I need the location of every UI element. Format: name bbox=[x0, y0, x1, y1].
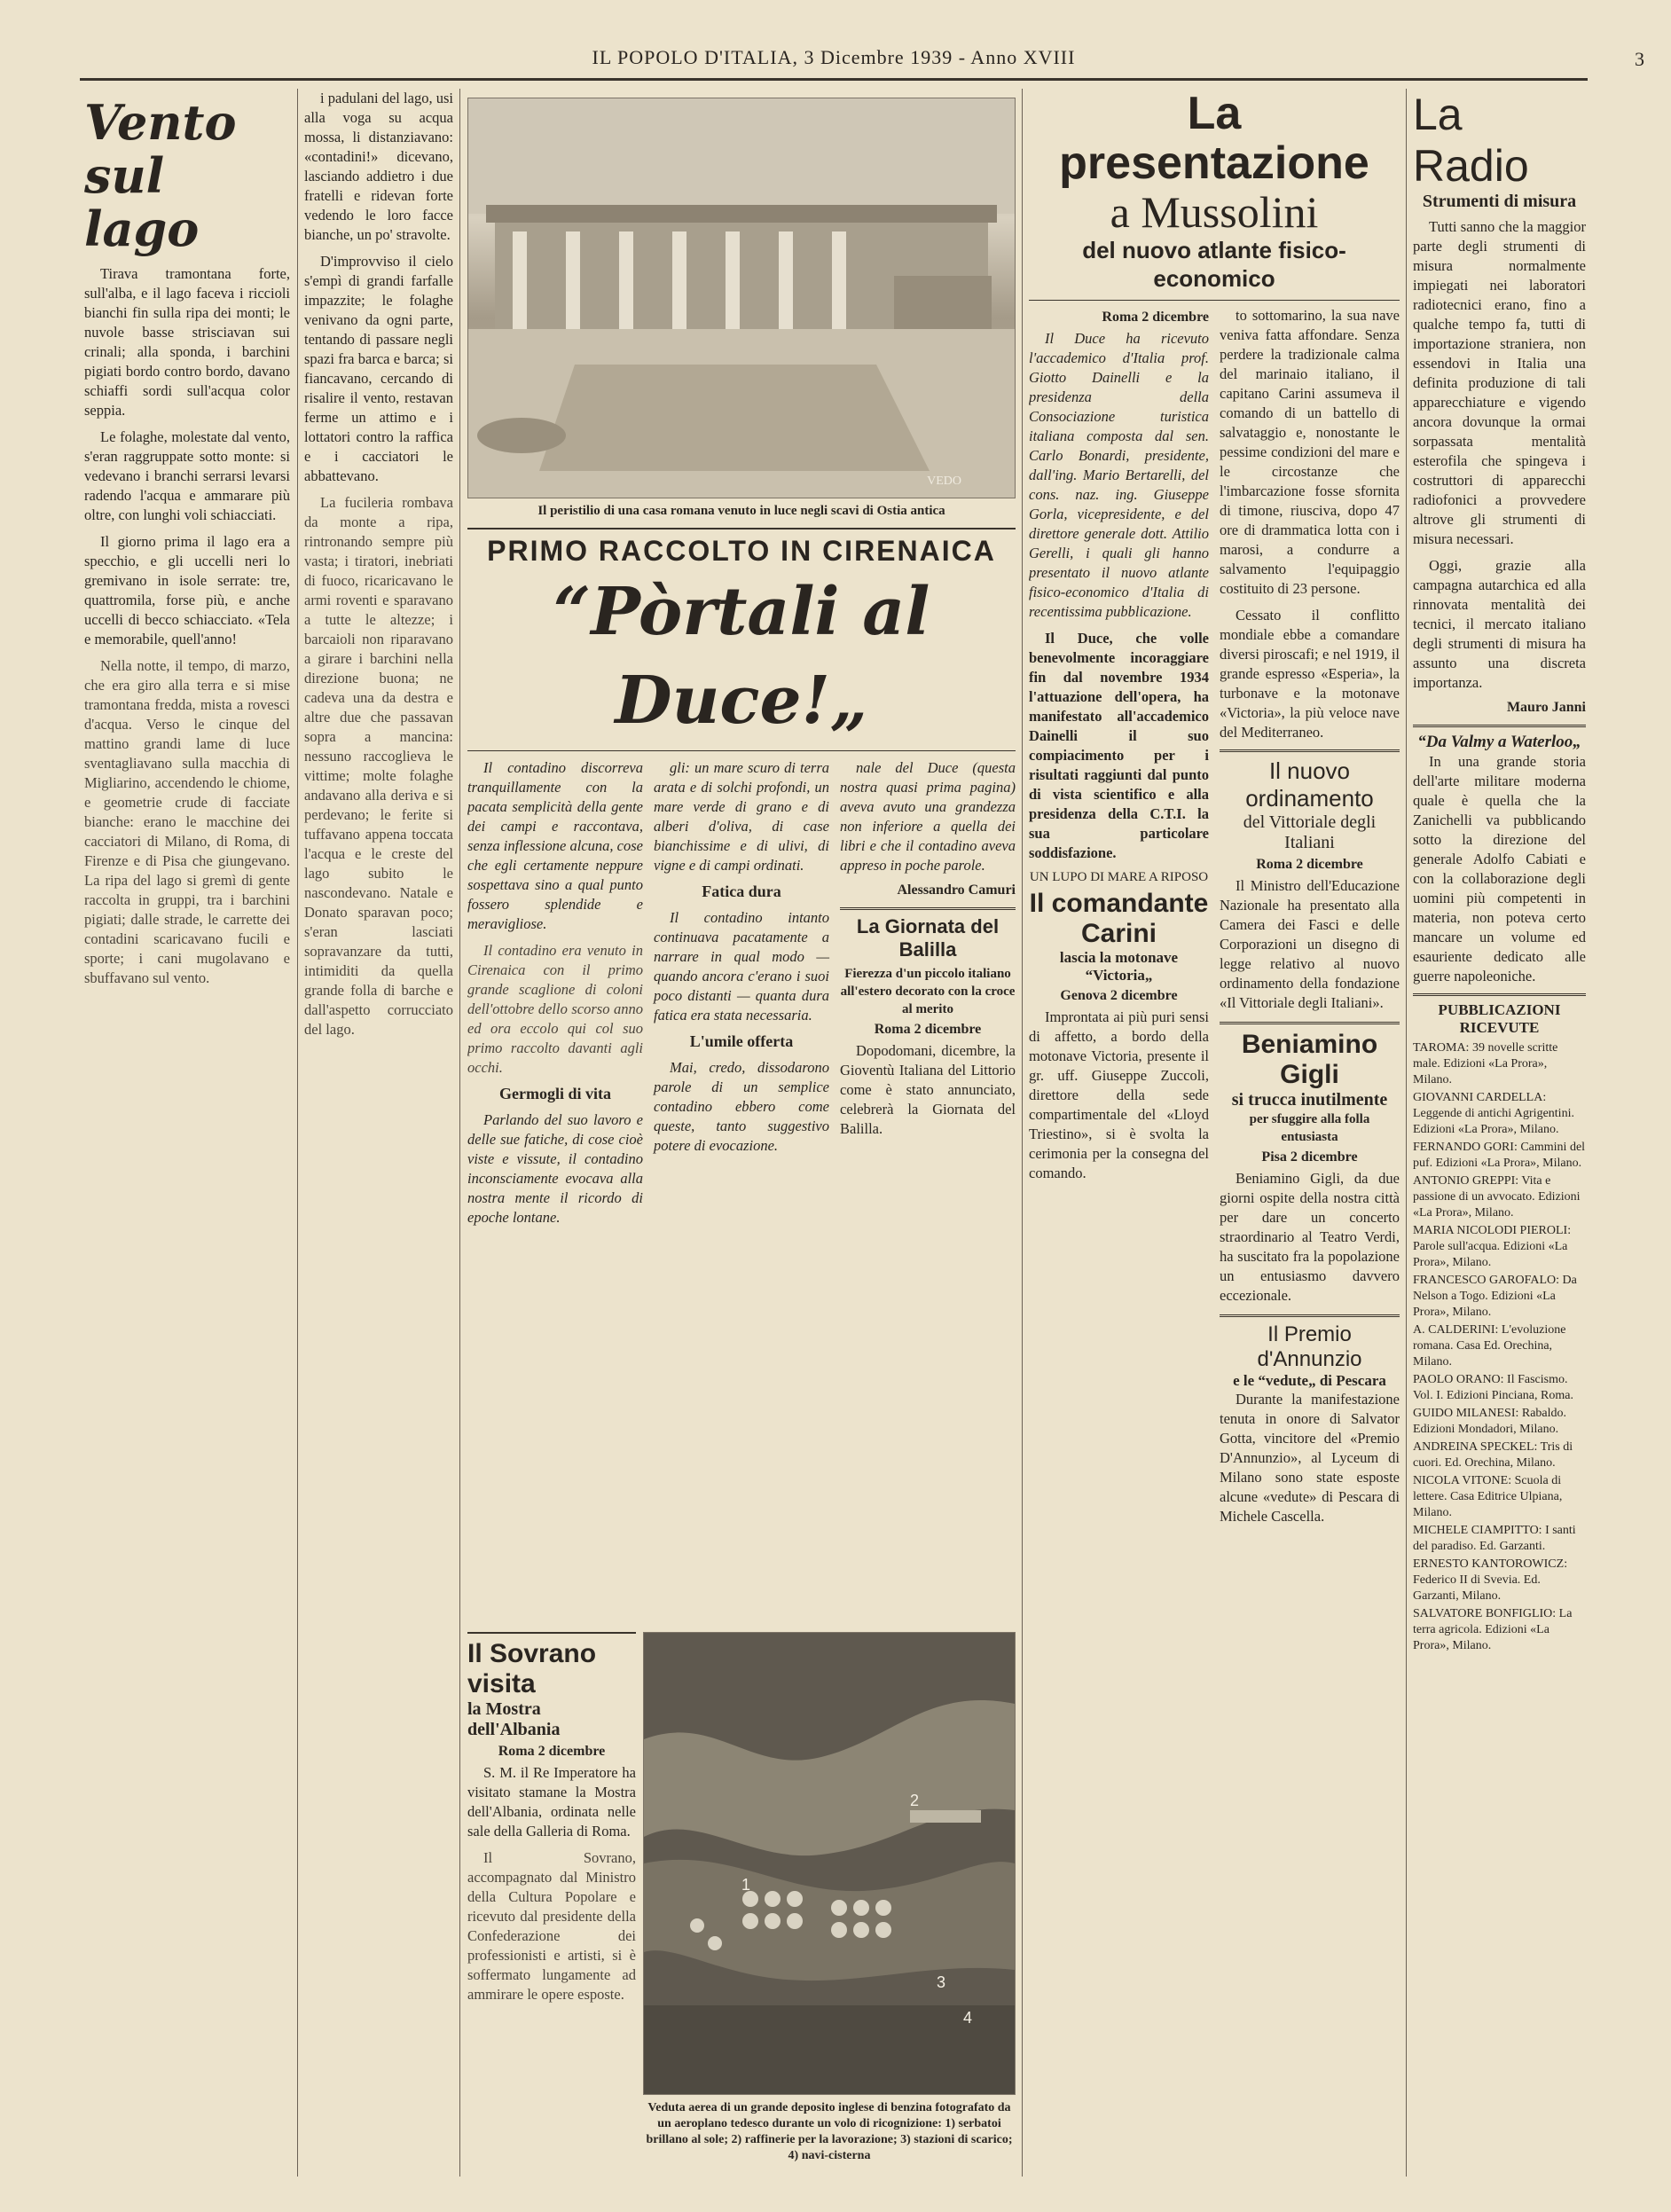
article-paragraph: to sottomarino, la sua nave veniva fatta affondare. Senza perdere la tradizionale calma del marinaio italiano, il capitano Carini assumeva il comando di un battello di salvataggio e, nonostante le pessime condizioni del mare e le circostanze che l'imbarcazione fosse sfornita di timone, riusciva, dopo 47 ore di drammatica lotta con i marosi, a condurre a salvamento l'equipaggio costituito di 23 persone. bbox=[1220, 307, 1400, 597]
balilla-article bbox=[840, 907, 1016, 1139]
presentazione-columns bbox=[1029, 300, 1400, 1533]
headline-pubblicazioni: PUBBLICAZIONI RICEVUTE bbox=[1438, 1001, 1561, 1036]
subhead-annunzio: e le “vedute„ di Pescara bbox=[1233, 1372, 1386, 1389]
dateline: Roma 2 dicembre bbox=[1256, 857, 1363, 872]
article-paragraph: Le folaghe, molestate dal vento, s'eran raggruppate sotto monte: si vedevano i branchi serrarsi levarsi radendo l'acqua e ammarare più oltre, con lunghi voli schiacciati. bbox=[84, 428, 290, 523]
list-item: MARIA NICOLODI PIEROLI: Parole sull'acqua. Edizioni «La Prora», Milano. bbox=[1413, 1224, 1572, 1269]
dateline: Roma 2 dicembre bbox=[874, 1022, 982, 1037]
headline-comandante-carini: Il comandante Carini bbox=[1029, 889, 1209, 948]
vittoriale-article bbox=[1220, 749, 1400, 1013]
column-divider bbox=[1022, 89, 1023, 2177]
headline-la-radio: La Radio bbox=[1413, 90, 1529, 191]
column-presentazione bbox=[1029, 89, 1400, 2177]
article-paragraph: Beniamino Gigli, da due giorni ospite della nostra città per dare un concerto straordinario al Teatro Verdi, ha suscitato fra la popolazione un entusiasmo davvero eccezionale. bbox=[1220, 1170, 1400, 1304]
ostia-excavation-photo bbox=[467, 98, 1016, 498]
portali-article-columns bbox=[467, 758, 1016, 1235]
article-paragraph: Durante la manifestazione tenuta in onore di Salvator Gotta, vincitore del «Premio D'Annunzio», al Lyceum di Milano sono state esposte alcune «vedute» di Pescara di Michele Cascella. bbox=[1220, 1391, 1400, 1525]
valmy-article bbox=[1413, 725, 1586, 986]
headline-valmy-waterloo: “Da Valmy a Waterloo„ bbox=[1417, 733, 1581, 751]
headline-beniamino-gigli: Beniamino Gigli bbox=[1241, 1030, 1378, 1089]
ostia-photo-illustration bbox=[468, 98, 1015, 498]
aerial-photo bbox=[643, 1632, 1016, 2095]
sovrano-article bbox=[467, 1632, 636, 2189]
article-paragraph: S. M. il Re Imperatore ha visitato stamane la Mostra dell'Albania, ordinata nelle sale della Galleria di Roma. bbox=[467, 1764, 636, 1839]
carini-kicker: UN LUPO DI MARE A RIPOSO bbox=[1029, 870, 1209, 884]
headline-a-mussolini: a Mussolini bbox=[1110, 187, 1319, 237]
article-paragraph: Cessato il conflitto mondiale ebbe a comandare diversi piroscafi; e nel 1919, il grande espresso «Esperia», la turbonave e la motonave «Victoria», la più veloce nave del Mediterraneo. bbox=[1220, 607, 1400, 741]
subhead-fatica: Fatica dura bbox=[702, 882, 781, 900]
list-item: TAROMA: 39 novelle scritte male. Edizioni «La Prora», Milano. bbox=[1413, 1041, 1558, 1086]
list-item: GIOVANNI CARDELLA: Leggende di antichi Agrigentini. Edizioni «La Prora», Milano. bbox=[1413, 1091, 1574, 1136]
headline-atlante: del nuovo atlante fisico-economico bbox=[1082, 237, 1346, 292]
portali-col-b bbox=[654, 758, 829, 1235]
article-paragraph: Oggi, grazie alla campagna autarchica ed alla rinnovata mentalità dei tecnici, il mercato italiano degli strumenti di misura ha assunto una discreta importanza. bbox=[1413, 557, 1586, 691]
list-item: GUIDO MILANESI: Rabaldo. Edizioni Mondadori, Milano. bbox=[1413, 1407, 1567, 1436]
dateline: Pisa 2 dicembre bbox=[1261, 1149, 1358, 1165]
dateline: Genova 2 dicembre bbox=[1060, 988, 1178, 1003]
article-paragraph: Il Duce ha ricevuto l'accademico d'Italia prof. Giotto Dainelli e la presidenza della Consociazione turistica italiana composta dal sen. Carlo Bonardi, presidente, dall'ing. Mario Bertarelli, del cons. naz. ing. Giuseppe Gorla, vicepresidente, e del direttore generale dott. Attilio Gerelli, i quali gli hanno presentato il nuovo atlante fisico-economico d'Italia di recentissima pubblicazione. bbox=[1029, 330, 1209, 620]
article-paragraph: Il Sovrano, accompagnato dal Ministro della Cultura Popolare e ricevuto dal presidente della Confederazione dei professionisti e artisti, si è soffermato lungamente ad ammirare le opere esposte. bbox=[467, 1849, 636, 2003]
article-paragraph: Il Duce, che volle benevolmente incoraggiare fin dal novembre 1934 l'attuazione dell'opera, ha manifestato all'accademico Dainelli il suo compiacimento per i risultati raggiunti dal punto di vista scientifico e alla presidenza della C.T.I. la sua particolare soddisfazione. bbox=[1029, 630, 1209, 861]
gigli-article bbox=[1220, 1022, 1400, 1306]
column-la-radio bbox=[1413, 89, 1586, 2177]
kicker-primo-raccolto: PRIMO RACCOLTO IN CIRENAICA bbox=[487, 535, 996, 567]
list-item: A. CALDERINI: L'evoluzione romana. Casa Ed. Orechina, Milano. bbox=[1413, 1323, 1566, 1369]
masthead-rule bbox=[80, 78, 1588, 81]
subhead-gigli-2: per sfuggire alla folla entusiasta bbox=[1249, 1112, 1370, 1144]
article-paragraph: Tutti sanno che la maggior parte degli strumenti di misura normalmente impiegati nei laboratori radiotecnici erano, fino a qualche tempo fa, tutti di importazione straniera, non essendovi in Italia una definita produzione di tali apparecchiature e vigendo ancora dovunque la ormai sorpassata mentalità esterofila che spingeva i costruttori di apparecchi radiofonici a provvedere altrove gli strumenti di misura necessari. bbox=[1413, 218, 1586, 547]
subhead-carini: lascia la motonave “Victoria„ bbox=[1059, 949, 1179, 984]
subhead-mostra-albania: la Mostra dell'Albania bbox=[467, 1699, 561, 1739]
column-vento-continued bbox=[304, 89, 453, 2177]
pubblicazioni-ricevute bbox=[1413, 993, 1586, 1654]
article-paragraph: La fucileria rombava da monte a ripa, rintronando sempre più vasta; i tiratori, inebriati di fuoco, ricaricavano le armi roventi e sparavano a tutte le altezze; i barcaioli non riparavano a girare i barchini nella direzione buona; ne cadeva una da destra e altre due che passavan sopra a mancina: nessuno raccoglieva le vittime; molte folaghe andavano alla deriva e si perdevano; le ferite si tuffavano appena toccata l'acqua e le creste del lago subito le nascondevano. Natale e Donato sparavan poco; s'eran lasciati sopravanzare da tutti, intimiditi da quella grande folla di barche e dall'aspetto corrucciato del lago. bbox=[304, 494, 453, 1038]
article-paragraph: Improntata ai più puri sensi di affetto, a bordo della motonave Victoria, presente il gr. uff. Giuseppe Zuccoli, direttore della sede compartimentale del «Lloyd Triestino», si è svolta la cerimonia per la consegna del comando. bbox=[1029, 1008, 1209, 1181]
annunzio-article bbox=[1220, 1314, 1400, 1526]
subhead-balilla: Fierezza d'un piccolo italiano all'estero decorato con la croce al merito bbox=[840, 967, 1016, 1016]
article-paragraph: In una grande storia dell'arte militare moderna quale è quella che la Zanichelli va pubblicando sotto la direzione del generale Adolfo Cabiati e con la collaborazione degli uomini più competenti in materia, non poteva certo mancare un volume ed esauriente dedicato alle guerre napoleoniche. bbox=[1413, 753, 1586, 984]
column-divider bbox=[1406, 89, 1407, 2177]
list-item: NICOLA VITONE: Scuola di lettere. Casa Editrice Ulpiana, Milano. bbox=[1413, 1474, 1563, 1519]
subhead-vittoriale: del Vittoriale degli Italiani bbox=[1243, 812, 1377, 852]
article-paragraph: gli: un mare scuro di terra arata e di solchi profondi, un mare verde di grano e di alberi d'oliva, di case bianchissime e di ulivi, di vigne e di campi ordinati. bbox=[654, 759, 829, 874]
article-paragraph: Nella notte, il tempo, di marzo, che era giro alla terra e si mise tramontana fredda, mista a rovesci d'acqua. Verso le cinque del mattino grandi lame di luce sventagliavano sulla macchia di Migliarino, accendendo le chiome, e geometrie crude di facciate bianche: erano le macchine dei cacciatori di Milano, di Roma, di Firenze e di Pisa che giungevano. La ripa del lago si gremì di gente raccolta in gruppi, tra i barchini pigiati; dalle strade, le carrette dei contadini scaricavano fucili e sporte; i cani mugolavano e sbuffavano sul vento. bbox=[84, 657, 290, 986]
headline-giornata-balilla: La Giornata del Balilla bbox=[856, 915, 1000, 961]
signature-janni: Mauro Janni bbox=[1506, 700, 1586, 715]
aerial-illustration bbox=[644, 1633, 1015, 2094]
subhead-germogli: Germogli di vita bbox=[499, 1085, 611, 1102]
dateline: Roma 2 dicembre bbox=[1102, 310, 1209, 325]
subhead-gigli: si trucca inutilmente bbox=[1231, 1090, 1388, 1110]
portali-headline-block bbox=[467, 528, 1016, 751]
article-paragraph: Il contadino intanto continuava pacatamente a narrare in qual modo — quando ancora c'erano i suoi poco distanti — quanta dura fatica era stata necessaria. bbox=[654, 909, 829, 1024]
list-item: PAOLO ORANO: Il Fascismo. Vol. I. Edizioni Pinciana, Roma. bbox=[1413, 1373, 1573, 1402]
headline-premio-annunzio: Il Premio d'Annunzio bbox=[1257, 1322, 1362, 1371]
article-paragraph: Tirava tramontana forte, sull'alba, e il lago faceva i riccioli bianchi fin sulla ripa dei monti; le nuvole basse strisciavan sui crinali; alla sponda, i barchini pigiati bordo contro bordo, davano schiaffi sordi sull'acqua color seppia. bbox=[84, 265, 290, 419]
article-paragraph: nale del Duce (questa nostra quasi prima pagina) aveva avuto una grandezza non inferiore a quella dei libri e che il contadino aveva appreso in poche parole. bbox=[840, 759, 1016, 874]
list-item: FERNANDO GORI: Cammini del puf. Edizioni «La Prora», Milano. bbox=[1413, 1141, 1586, 1170]
masthead: IL POPOLO D'ITALIA, 3 Dicembre 1939 - Anno XVIII bbox=[592, 46, 1076, 68]
article-paragraph: Il contadino discorreva tranquillamente con la pacata semplicità della gente dei campi e raccontava, senza inflessione alcuna, cose che egli certamente neppure sospettava sino a qual punto fossero splendide e meravigliose. bbox=[467, 759, 643, 932]
article-paragraph: D'improvviso il cielo s'empì di grandi farfalle impazzite; le folaghe venivano da ogni parte, tentando di passare negli spazi fra barca e barca; si fiancavano, cercando di risalire il vento, restavan ferme un attimo e i lottatori contro la raffica e i cacciatori le abbattevano. bbox=[304, 253, 453, 484]
presentazione-col-b bbox=[1220, 306, 1400, 1533]
headline-nuovo-ordinamento: Il nuovo ordinamento bbox=[1245, 757, 1374, 812]
subhead-umile-offerta: L'umile offerta bbox=[689, 1032, 794, 1050]
headline-vento-sul-lago: Vento sul lago bbox=[84, 94, 237, 257]
aerial-marker-4: 4 bbox=[963, 2009, 973, 2027]
aerial-marker-2: 2 bbox=[910, 1792, 920, 1809]
aerial-photo-caption: Veduta aerea di un grande deposito inglese di benzina fotografato da un aeroplano tedesco durante un volo di ricognizione: 1) serbatoi brillano al sole; 2) raffinerie per la lavorazione; 3) stazioni di scarico; 4) navi-cisterna bbox=[646, 2101, 1013, 2162]
page-number: 3 bbox=[1635, 48, 1644, 70]
list-item: ERNESTO KANTOROWICZ: Federico II di Svevia. Ed. Garzanti, Milano. bbox=[1413, 1557, 1568, 1603]
column-divider bbox=[297, 89, 298, 2177]
photo-credit: VEDO bbox=[927, 475, 961, 488]
article-paragraph: Il giorno prima il lago era a specchio, e gli uccelli neri lo gremivano in isole serrate: tre, quattromila, forse più, e anche uccelli di becco schiacciato. «Tela e memorabile, quell'anno! bbox=[84, 533, 290, 647]
aerial-photo-block bbox=[643, 1632, 1016, 2182]
headline-sovrano-visita: Il Sovrano visita bbox=[467, 1639, 597, 1698]
list-item: ANDREINA SPECKEL: Tris di cuori. Ed. Orechina, Milano. bbox=[1413, 1440, 1573, 1470]
ostia-photo-caption: Il peristilio di una casa romana venuto in luce negli scavi di Ostia antica bbox=[537, 504, 945, 518]
list-item: ANTONIO GREPPI: Vita e passione di un avvocato. Edizioni «La Prora», Milano. bbox=[1413, 1174, 1581, 1220]
article-paragraph: Il contadino era venuto in Cirenaica con il primo grande scaglione di coloni dell'ottobre dello scorso anno ed ora eccolo qui col suo primo raccolto davanti agli occhi. bbox=[467, 942, 643, 1076]
column-vento-sul-lago bbox=[84, 89, 290, 2177]
subhead-strumenti-misura: Strumenti di misura bbox=[1422, 192, 1577, 211]
article-paragraph: Mai, credo, dissodarono parole di un semplice contadino ebbero come queste, tanto suggestivo potere di evocazione. bbox=[654, 1059, 829, 1154]
column-divider bbox=[459, 89, 460, 2177]
aerial-marker-3: 3 bbox=[937, 1973, 946, 1991]
dateline: Roma 2 dicembre bbox=[498, 1744, 606, 1759]
article-paragraph: Parlando del suo lavoro e delle sue fatiche, di cose cioè viste e vissute, il contadino inconsciamente evocava alla nostra mente il ricordo di epoche lontane. bbox=[467, 1111, 643, 1226]
presentazione-col-a bbox=[1029, 306, 1209, 1533]
article-paragraph: Dopodomani, dicembre, la Gioventù Italiana del Littorio come è stato annunciato, celebrerà la Giornata del Balilla. bbox=[840, 1042, 1016, 1137]
aerial-marker-1: 1 bbox=[741, 1876, 751, 1894]
article-paragraph: Il Ministro dell'Educazione Nazionale ha presentato alla Camera dei Fasci e delle Corporazioni un disegno di legge relativo al nuovo ordinamento della fondazione «Il Vittoriale degli Italiani». bbox=[1220, 877, 1400, 1011]
portali-col-a bbox=[467, 758, 643, 1235]
signature-camuri: Alessandro Camuri bbox=[897, 882, 1016, 898]
portali-col-c bbox=[840, 758, 1016, 1235]
headline-presentazione: La presentazione bbox=[1059, 89, 1369, 189]
list-item: FRANCESCO GAROFALO: Da Nelson a Togo. Edizioni «La Prora», Milano. bbox=[1413, 1274, 1577, 1319]
headline-portali-al-duce: “Pòrtali al Duce!„ bbox=[553, 574, 930, 739]
article-paragraph: i padulani del lago, usi alla voga su acqua mossa, li distanziavano: «contadini!» dicevano, lasciando addietro i due fratelli e ridevan forte vedendo le loro facce bianche, un po' stravolte. bbox=[304, 90, 453, 243]
list-item: MICHELE CIAMPITTO: I santi del paradiso. Ed. Garzanti. bbox=[1413, 1524, 1576, 1553]
list-item: SALVATORE BONFIGLIO: La terra agricola. Edizioni «La Prora», Milano. bbox=[1413, 1607, 1573, 1652]
